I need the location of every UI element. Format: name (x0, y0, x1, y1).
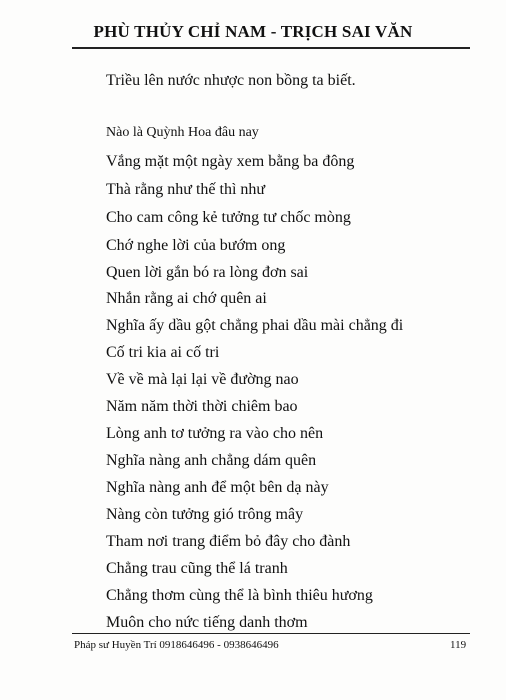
text-line: Về về mà lại lại về đường nao (106, 371, 299, 388)
text-line: Chẳng thơm cùng thể là bình thiêu hương (106, 587, 373, 604)
text-line: Tham nơi trang điểm bỏ đây cho đành (106, 533, 351, 550)
footer-divider (72, 633, 470, 634)
page-header-title: PHÙ THỦY CHỈ NAM - TRỊCH SAI VĂN (93, 22, 413, 41)
text-line: Nàng còn tưởng gió trông mây (106, 506, 304, 523)
text-line: Năm năm thời thời chiêm bao (106, 398, 298, 415)
text-line: Lòng anh tơ tưởng ra vào cho nên (106, 425, 324, 442)
text-line: Vắng mặt một ngày xem bằng ba đông (106, 153, 355, 170)
text-line: Nghĩa ấy dầu gột chẳng phai dầu mài chẳng đi (106, 317, 404, 334)
text-line: Muôn cho nức tiếng danh thơm (106, 614, 308, 631)
text-line: Chẳng trau cũng thể lá tranh (106, 560, 288, 577)
text-line: Cố tri kia ai cố tri (106, 344, 220, 361)
footer-contact: Pháp sư Huyền Trí 0918646496 - 0938646496 (74, 639, 279, 651)
text-line: Triều lên nước nhược non bồng ta biết. (106, 72, 356, 89)
text-line: Chớ nghe lời của bướm ong (106, 237, 286, 254)
text-line: Nghĩa nàng anh để một bên dạ này (106, 479, 329, 496)
text-line: Nhắn rằng ai chớ quên ai (106, 290, 267, 307)
text-line: Nào là Quỳnh Hoa đâu nay (106, 125, 259, 140)
text-line: Nghĩa nàng anh chẳng dám quên (106, 452, 317, 469)
text-line: Cho cam công kẻ tưởng tư chốc mòng (106, 209, 351, 226)
page-number: 119 (450, 639, 467, 651)
header-divider (72, 47, 470, 49)
text-line: Thà rằng như thế thì như (106, 181, 266, 198)
text-line: Quen lời gắn bó ra lòng đơn sai (106, 264, 309, 281)
